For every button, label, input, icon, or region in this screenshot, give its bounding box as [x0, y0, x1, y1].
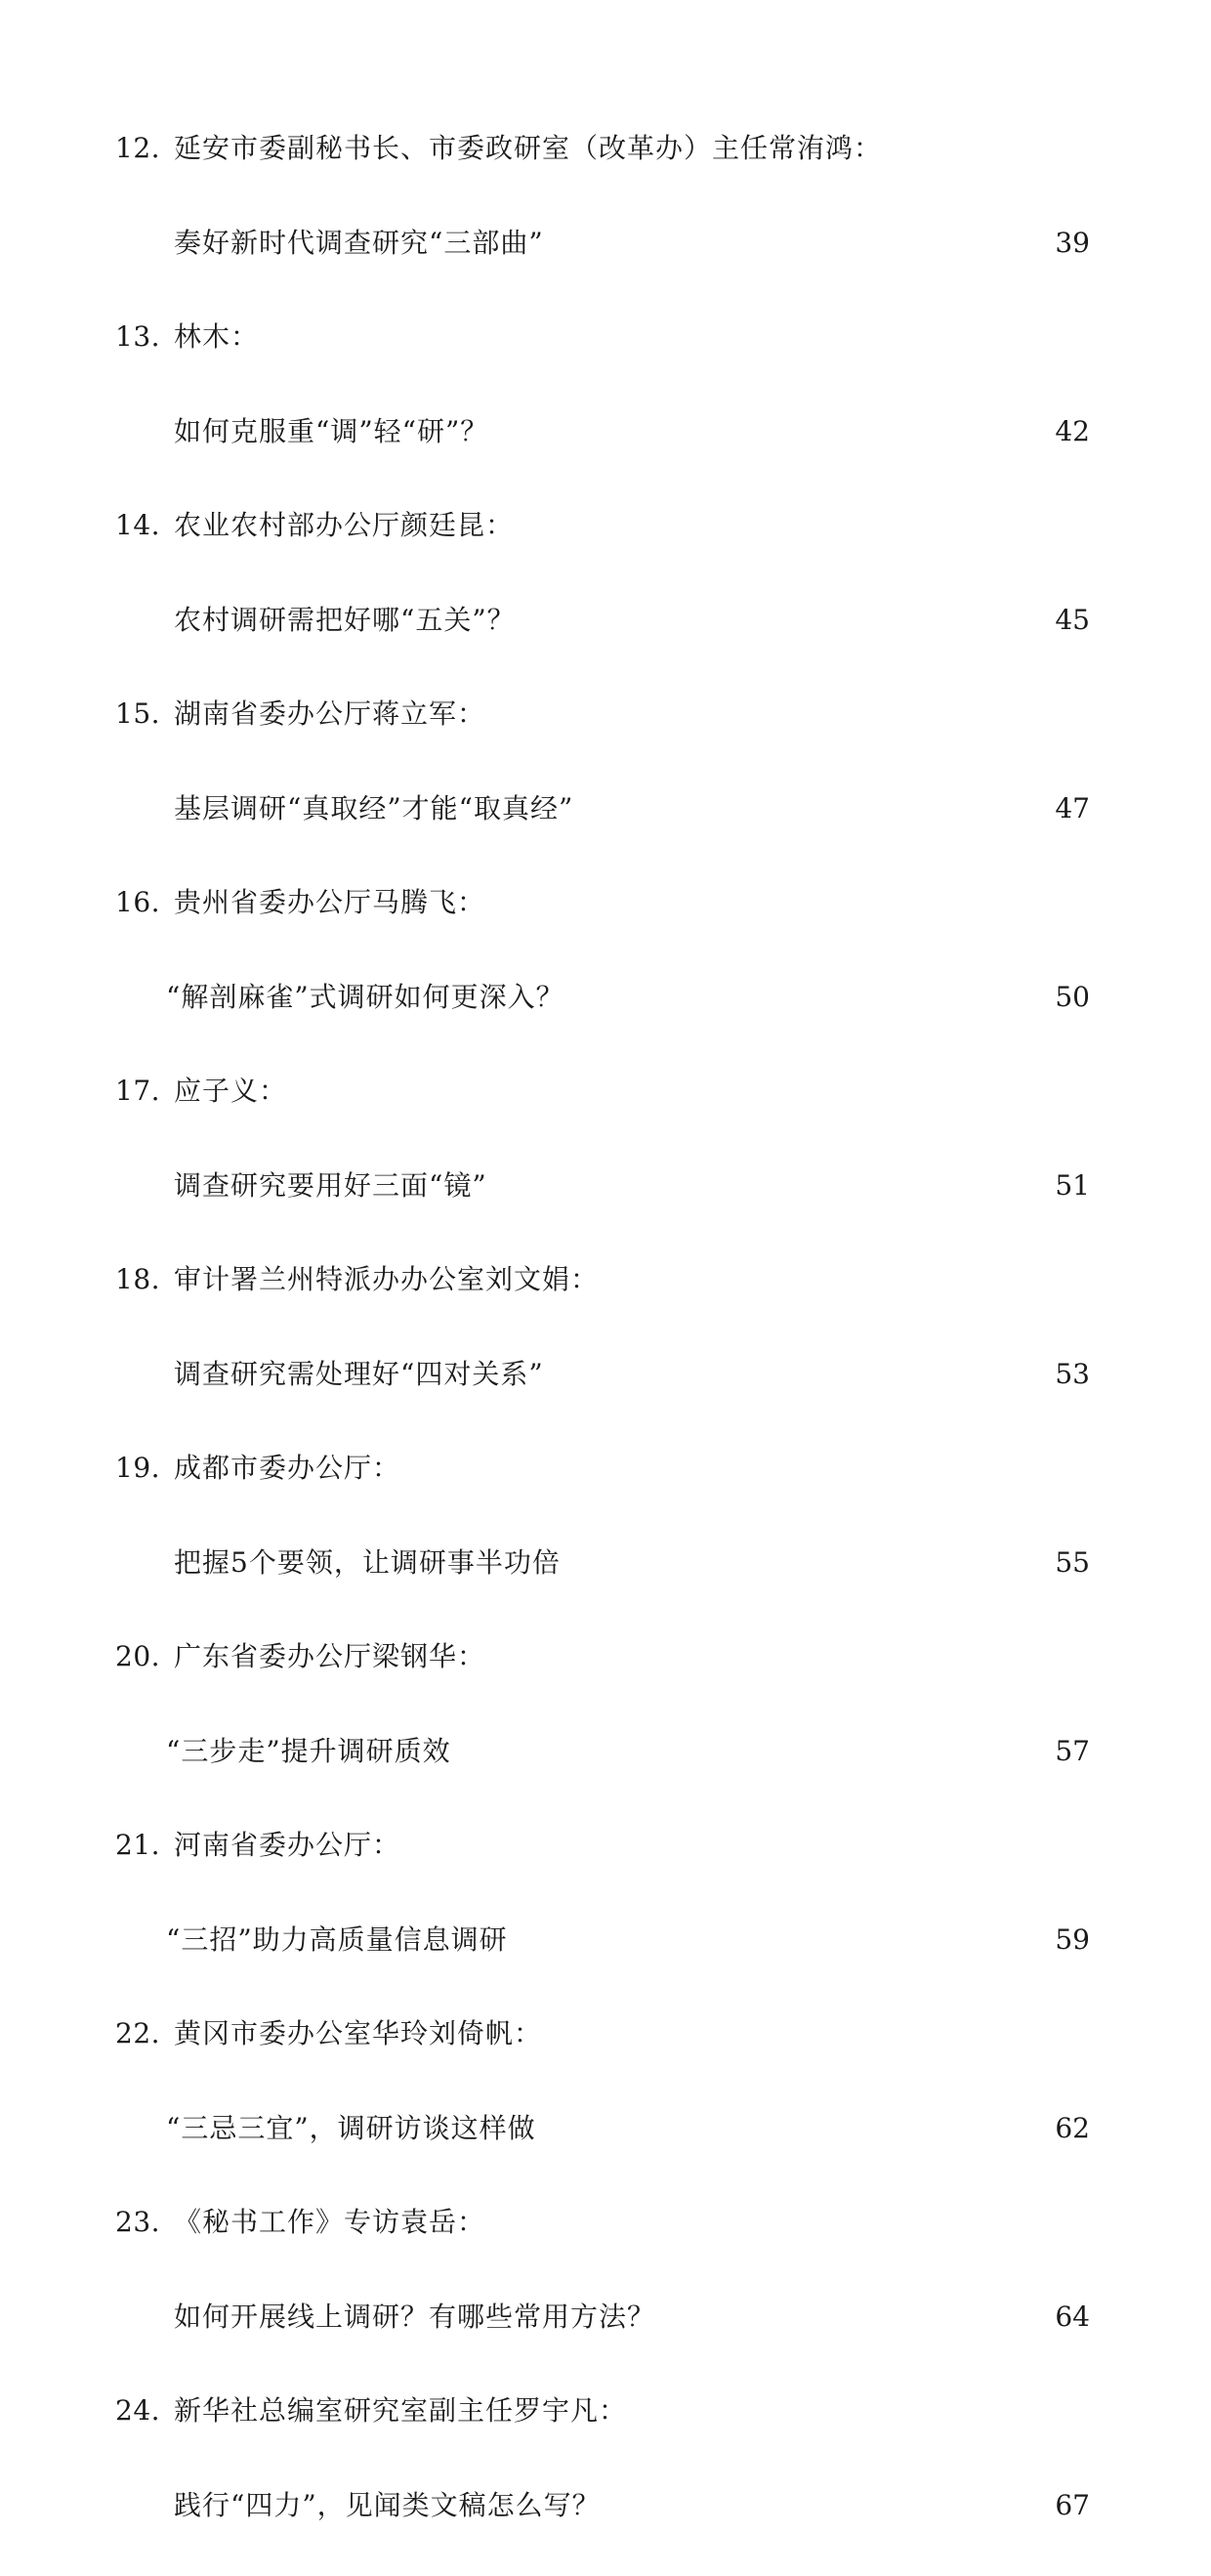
toc-entry-title[interactable]: 调查研究需处理好“四对关系” — [174, 1351, 544, 1398]
toc-entry-title[interactable]: 基层调研“真取经”才能“取真经” — [174, 785, 573, 832]
toc-entry[interactable] — [0, 1445, 1211, 1633]
toc-entry-author: 成都市委办公厅： — [174, 1445, 400, 1492]
toc-entry-author-line — [0, 691, 1211, 785]
toc-entry-page-number: 57 — [1055, 1728, 1090, 1775]
toc-entry-title-line — [0, 1728, 1211, 1823]
toc-entry[interactable] — [0, 1256, 1211, 1445]
toc-entry-title[interactable]: “解剖麻雀”式调研如何更深入？ — [166, 974, 564, 1021]
toc-entry-page-number: 55 — [1055, 1540, 1090, 1586]
toc-entry-number: 14. — [115, 502, 160, 549]
toc-entry-title-line — [0, 785, 1211, 880]
toc-entry-title[interactable]: “三招”助力高质量信息调研 — [166, 1917, 508, 1964]
toc-entry-title[interactable]: “三忌三宜”，调研访谈这样做 — [166, 2105, 536, 2152]
toc-entry-title-line — [0, 974, 1211, 1069]
toc-entry-author: 审计署兰州特派办办公室刘文娟： — [174, 1256, 599, 1303]
toc-entry-title[interactable]: 把握5个要领，让调研事半功倍 — [174, 1540, 561, 1586]
toc-entry-title-line — [0, 1917, 1211, 2011]
toc-entry-title[interactable]: 如何开展线上调研？有哪些常用方法？ — [174, 2294, 655, 2341]
toc-entry-title[interactable]: 如何克服重“调”轻“研”？ — [174, 408, 488, 455]
toc-entry-author-line — [0, 314, 1211, 408]
toc-entry-page-number: 53 — [1055, 1351, 1090, 1398]
toc-entry-author-line — [0, 1256, 1211, 1351]
toc-entry-title-line — [0, 1351, 1211, 1446]
toc-entry-author: 贵州省委办公厅马腾飞： — [174, 879, 485, 926]
toc-entry-author: 应子义： — [174, 1068, 287, 1115]
toc-entry-title-line — [0, 220, 1211, 315]
toc-entry[interactable] — [0, 1068, 1211, 1256]
toc-entry-author: 农业农村部办公厅颜廷昆： — [174, 502, 514, 549]
toc-entry-number: 16. — [115, 879, 160, 926]
toc-entry[interactable] — [0, 125, 1211, 314]
toc-entry-author-line — [0, 2387, 1211, 2482]
toc-entry-page-number: 51 — [1055, 1162, 1090, 1209]
toc-entry-author-line — [0, 1445, 1211, 1540]
toc-entry-number: 20. — [115, 1633, 160, 1680]
toc-entry[interactable] — [0, 1822, 1211, 2010]
toc-entry[interactable] — [0, 314, 1211, 502]
toc-entry-number: 22. — [115, 2010, 160, 2057]
toc-entry-author: 河南省委办公厅： — [174, 1822, 400, 1869]
toc-entry-page-number: 39 — [1055, 220, 1090, 267]
toc-entry-author: 新华社总编室研究室副主任罗宇凡： — [174, 2387, 627, 2434]
toc-entry-number: 15. — [115, 691, 160, 738]
toc-entry-title-line — [0, 2294, 1211, 2388]
toc-entry-page-number: 45 — [1055, 597, 1090, 644]
toc-entry-page-number: 62 — [1055, 2105, 1090, 2152]
toc-entry[interactable] — [0, 2387, 1211, 2576]
toc-entry-page-number: 67 — [1055, 2482, 1090, 2529]
table-of-contents — [0, 125, 1211, 2576]
toc-entry[interactable] — [0, 879, 1211, 1068]
toc-entry-title-line — [0, 597, 1211, 692]
toc-entry-author: 延安市委副秘书长、市委政研室（改革办）主任常洧鸿： — [174, 125, 882, 172]
toc-entry-number: 21. — [115, 1822, 160, 1869]
toc-entry[interactable] — [0, 502, 1211, 691]
toc-entry-title-line — [0, 1162, 1211, 1257]
toc-entry-author-line — [0, 125, 1211, 220]
toc-entry-number: 17. — [115, 1068, 160, 1115]
toc-entry-author-line — [0, 1068, 1211, 1162]
toc-entry-title[interactable]: 奏好新时代调查研究“三部曲” — [174, 220, 544, 267]
toc-entry-number: 13. — [115, 314, 160, 360]
toc-entry-page-number: 50 — [1055, 974, 1090, 1021]
toc-entry-number: 23. — [115, 2199, 160, 2246]
toc-entry-author: 湖南省委办公厅蒋立军： — [174, 691, 485, 738]
toc-entry-page-number: 64 — [1055, 2294, 1090, 2341]
toc-entry-author-line — [0, 2199, 1211, 2294]
toc-entry-title[interactable]: 践行“四力”，见闻类文稿怎么写？ — [174, 2482, 601, 2529]
toc-entry-page-number: 42 — [1055, 408, 1090, 455]
toc-entry-author: 林木： — [174, 314, 259, 360]
toc-entry-author-line — [0, 1822, 1211, 1917]
toc-entry-author: 广东省委办公厅梁钢华： — [174, 1633, 485, 1680]
toc-entry[interactable] — [0, 2199, 1211, 2387]
toc-entry-title[interactable]: 调查研究要用好三面“镜” — [174, 1162, 487, 1209]
toc-entry-title[interactable]: “三步走”提升调研质效 — [166, 1728, 451, 1775]
toc-entry-author-line — [0, 2010, 1211, 2105]
toc-entry-number: 18. — [115, 1256, 160, 1303]
toc-entry-title-line — [0, 2482, 1211, 2576]
toc-entry[interactable] — [0, 2010, 1211, 2199]
toc-entry-page-number: 47 — [1055, 785, 1090, 832]
toc-entry-author-line — [0, 879, 1211, 974]
toc-entry-author-line — [0, 1633, 1211, 1728]
toc-entry-title-line — [0, 1540, 1211, 1634]
toc-entry[interactable] — [0, 691, 1211, 879]
toc-entry-author: 《秘书工作》专访袁岳： — [174, 2199, 485, 2246]
toc-entry-number: 12. — [115, 125, 160, 172]
toc-entry-page-number: 59 — [1055, 1917, 1090, 1964]
toc-entry-title-line — [0, 2105, 1211, 2200]
toc-entry-author: 黄冈市委办公室华玲刘倚帆： — [174, 2010, 542, 2057]
toc-entry[interactable] — [0, 1633, 1211, 1822]
toc-entry-author-line — [0, 502, 1211, 597]
toc-entry-number: 24. — [115, 2387, 160, 2434]
toc-entry-title-line — [0, 408, 1211, 503]
toc-entry-title[interactable]: 农村调研需把好哪“五关”？ — [174, 597, 516, 644]
toc-entry-number: 19. — [115, 1445, 160, 1492]
